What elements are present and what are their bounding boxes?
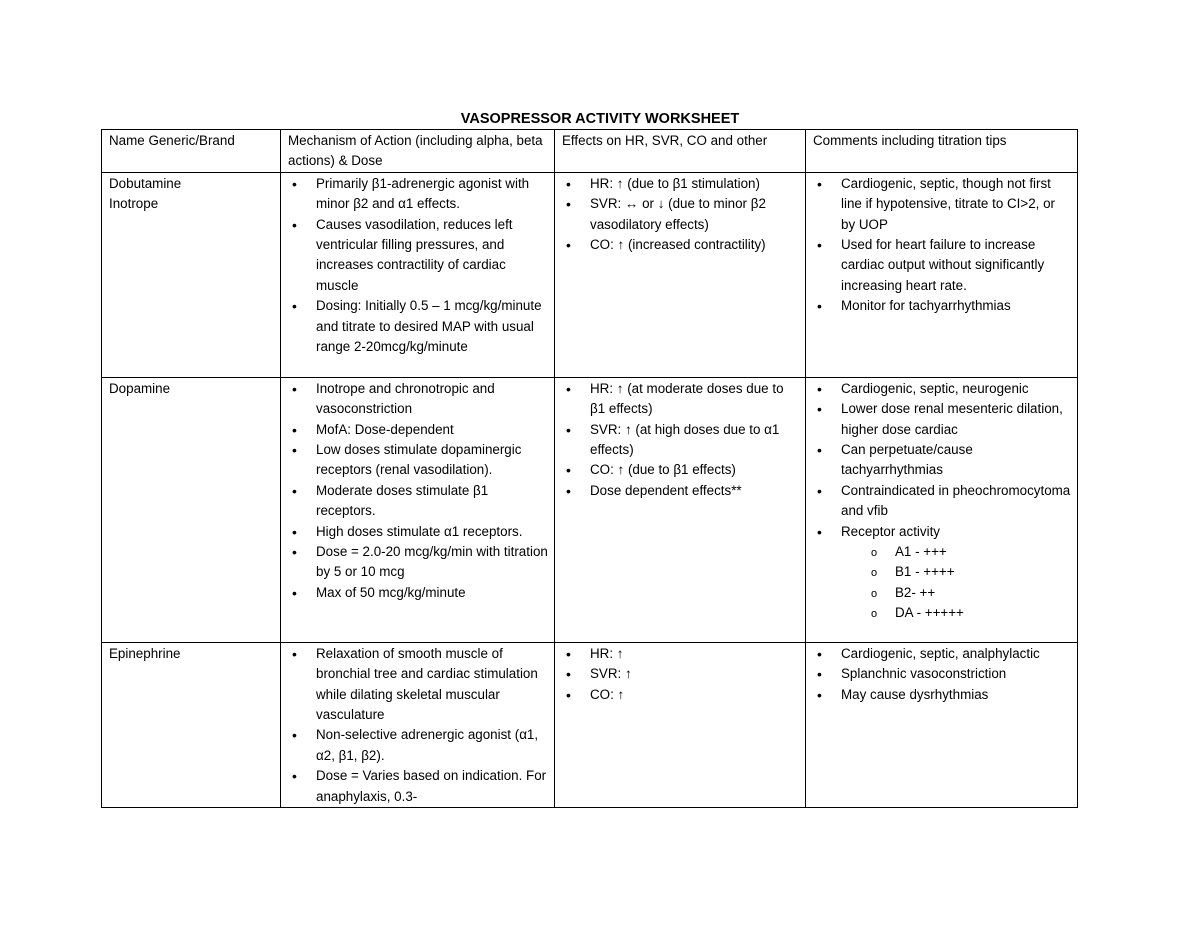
header-effects: Effects on HR, SVR, CO and other [555,130,806,173]
list-item: • Cardiogenic, septic, though not first line if hypotensive, titrate to CI>2, or by UOP [813,174,1071,235]
vasopressor-table [101,129,1078,808]
drug-name-cell [102,377,281,642]
effects-cell [555,172,806,377]
list-item: • Contraindicated in pheochromocytoma and vfib [813,481,1071,522]
mechanism-cell [281,642,555,807]
list-item: • Used for heart failure to increase cardiac output without significantly increasing heart rate. [813,235,1071,296]
header-name: Name Generic/Brand [102,130,281,173]
list-item: • Cardiogenic, septic, neurogenic [813,379,1071,399]
list-item: • Lower dose renal mesenteric dilation, higher dose cardiac [813,399,1071,440]
document-title: VASOPRESSOR ACTIVITY WORKSHEET [460,111,740,127]
list-item: • Dose = Varies based on indication. For anaphylaxis, 0.3- [288,766,548,807]
list-item: • Moderate doses stimulate β1 receptors. [288,481,548,522]
receptor-item: o B2- ++ [841,583,1071,603]
mechanism-cell [281,172,555,377]
receptor-item: o B1 - ++++ [841,562,1071,582]
list-item: • CO: ↑ [562,685,799,705]
drug-name: Epinephrine [109,645,181,661]
drug-name: Dopamine [109,380,171,396]
list-item: • MofA: Dose-dependent [288,420,548,440]
effects-cell [555,377,806,642]
receptor-activity-label: Receptor activity [841,523,940,539]
comments-cell [806,642,1078,807]
list-item: • Non-selective adrenergic agonist (α1, α2, β1, β2). [288,725,548,766]
receptor-activity-list [841,542,1071,624]
receptor-item: o A1 - +++ [841,542,1071,562]
list-item: • Monitor for tachyarrhythmias [813,296,1071,316]
list-item: • Splanchnic vasoconstriction [813,664,1071,684]
list-item: • Dose = 2.0-20 mcg/kg/min with titration by 5 or 10 mcg [288,542,548,583]
list-item: • SVR: ↑ [562,664,799,684]
table-row-dopamine [102,377,1078,642]
list-item: • Inotrope and chronotropic and vasoconstriction [288,379,548,420]
list-item: • Causes vasodilation, reduces left ventricular filling pressures, and increases contractility of cardiac muscle [288,215,548,297]
table-header-row [102,130,1078,173]
list-item: • Can perpetuate/cause tachyarrhythmias [813,440,1071,481]
table-row-epinephrine [102,642,1078,807]
list-item: • CO: ↑ (due to β1 effects) [562,460,799,480]
list-item: • HR: ↑ (at moderate doses due to β1 effects) [562,379,799,420]
comments-cell [806,172,1078,377]
table-row-dobutamine [102,172,1078,377]
list-item [813,522,1071,624]
list-item: • SVR: ↔ or ↓ (due to minor β2 vasodilatory effects) [562,194,799,235]
header-mechanism: Mechanism of Action (including alpha, beta actions) & Dose [281,130,555,173]
effects-cell [555,642,806,807]
drug-name-cell [102,172,281,377]
list-item: • SVR: ↑ (at high doses due to α1 effects) [562,420,799,461]
list-item: • Low doses stimulate dopaminergic receptors (renal vasodilation). [288,440,548,481]
list-item: • Dose dependent effects** [562,481,799,501]
list-item: • Primarily β1-adrenergic agonist with minor β2 and α1 effects. [288,174,548,215]
drug-class: Inotrope [109,196,159,212]
mechanism-cell [281,377,555,642]
comments-cell [806,377,1078,642]
list-item: • Cardiogenic, septic, analphylactic [813,644,1071,664]
header-comments: Comments including titration tips [806,130,1078,173]
list-item: • Relaxation of smooth muscle of bronchial tree and cardiac stimulation while dilating skeletal muscular vasculature [288,644,548,726]
list-item: • Max of 50 mcg/kg/minute [288,583,548,603]
list-item: • High doses stimulate α1 receptors. [288,522,548,542]
receptor-item: o DA - +++++ [841,603,1071,623]
drug-name-cell [102,642,281,807]
drug-name: Dobutamine [109,175,182,191]
list-item: • CO: ↑ (increased contractility) [562,235,799,255]
list-item: • Dosing: Initially 0.5 – 1 mcg/kg/minute and titrate to desired MAP with usual range 2-20mcg/kg/minute [288,296,548,357]
list-item: • HR: ↑ (due to β1 stimulation) [562,174,799,194]
list-item: • HR: ↑ [562,644,799,664]
list-item: • May cause dysrhythmias [813,685,1071,705]
